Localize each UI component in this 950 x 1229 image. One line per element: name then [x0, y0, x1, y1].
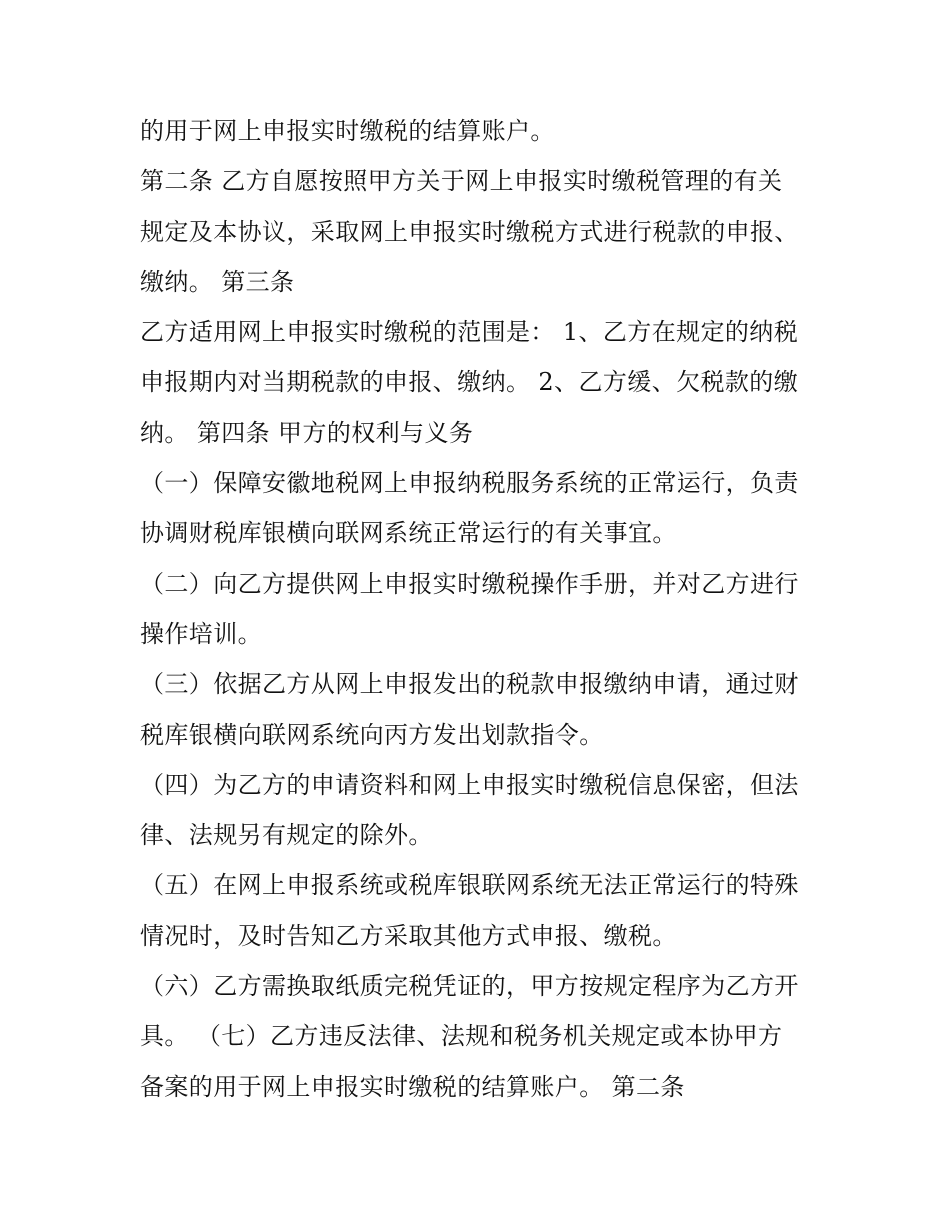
- text-line: 律、法规另有规定的除外。: [140, 821, 433, 850]
- text-line: 规定及本协议，采取网上申报实时缴税方式进行税款的申报、: [140, 217, 799, 246]
- text-line: 的用于网上申报实时缴税的结算账户。: [140, 117, 555, 145]
- text-line: 协调财税库银横向联网系统正常运行的有关事宜。: [140, 519, 677, 548]
- text-line: 操作培训。: [140, 619, 262, 648]
- text-line: （四）为乙方的申请资料和网上申报实时缴税信息保密，但法: [140, 770, 799, 799]
- text-line: 缴纳。 第三条: [140, 267, 295, 296]
- text-line: 申报期内对当期税款的申报、缴纳。 2、乙方缓、欠税款的缴: [140, 368, 799, 397]
- text-line: （三）依据乙方从网上申报发出的税款申报缴纳申请，通过财: [140, 670, 799, 699]
- text-line: 备案的用于网上申报实时缴税的结算账户。 第二条: [140, 1072, 685, 1101]
- text-line: 税库银横向联网系统向丙方发出划款指令。: [140, 720, 604, 749]
- text-line: 具。 （七）乙方违反法律、法规和税务机关规定或本协甲方: [140, 1022, 783, 1051]
- text-line: 第二条 乙方自愿按照甲方关于网上申报实时缴税管理的有关: [140, 167, 783, 196]
- text-line: 情况时，及时告知乙方采取其他方式申报、缴税。: [140, 921, 677, 950]
- text-line: （六）乙方需换取纸质完税凭证的，甲方按规定程序为乙方开: [140, 972, 799, 1001]
- text-line: 纳。 第四条 甲方的权利与义务: [140, 418, 474, 447]
- text-line: （一）保障安徽地税网上申报纳税服务系统的正常运行，负责: [140, 469, 799, 498]
- text-line: 乙方适用网上申报实时缴税的范围是： 1、乙方在规定的纳税: [140, 318, 799, 347]
- text-line: （五）在网上申报系统或税库银联网系统无法正常运行的特殊: [140, 871, 799, 900]
- document-body: [140, 106, 820, 1112]
- text-line: （二）向乙方提供网上申报实时缴税操作手册，并对乙方进行: [140, 569, 799, 598]
